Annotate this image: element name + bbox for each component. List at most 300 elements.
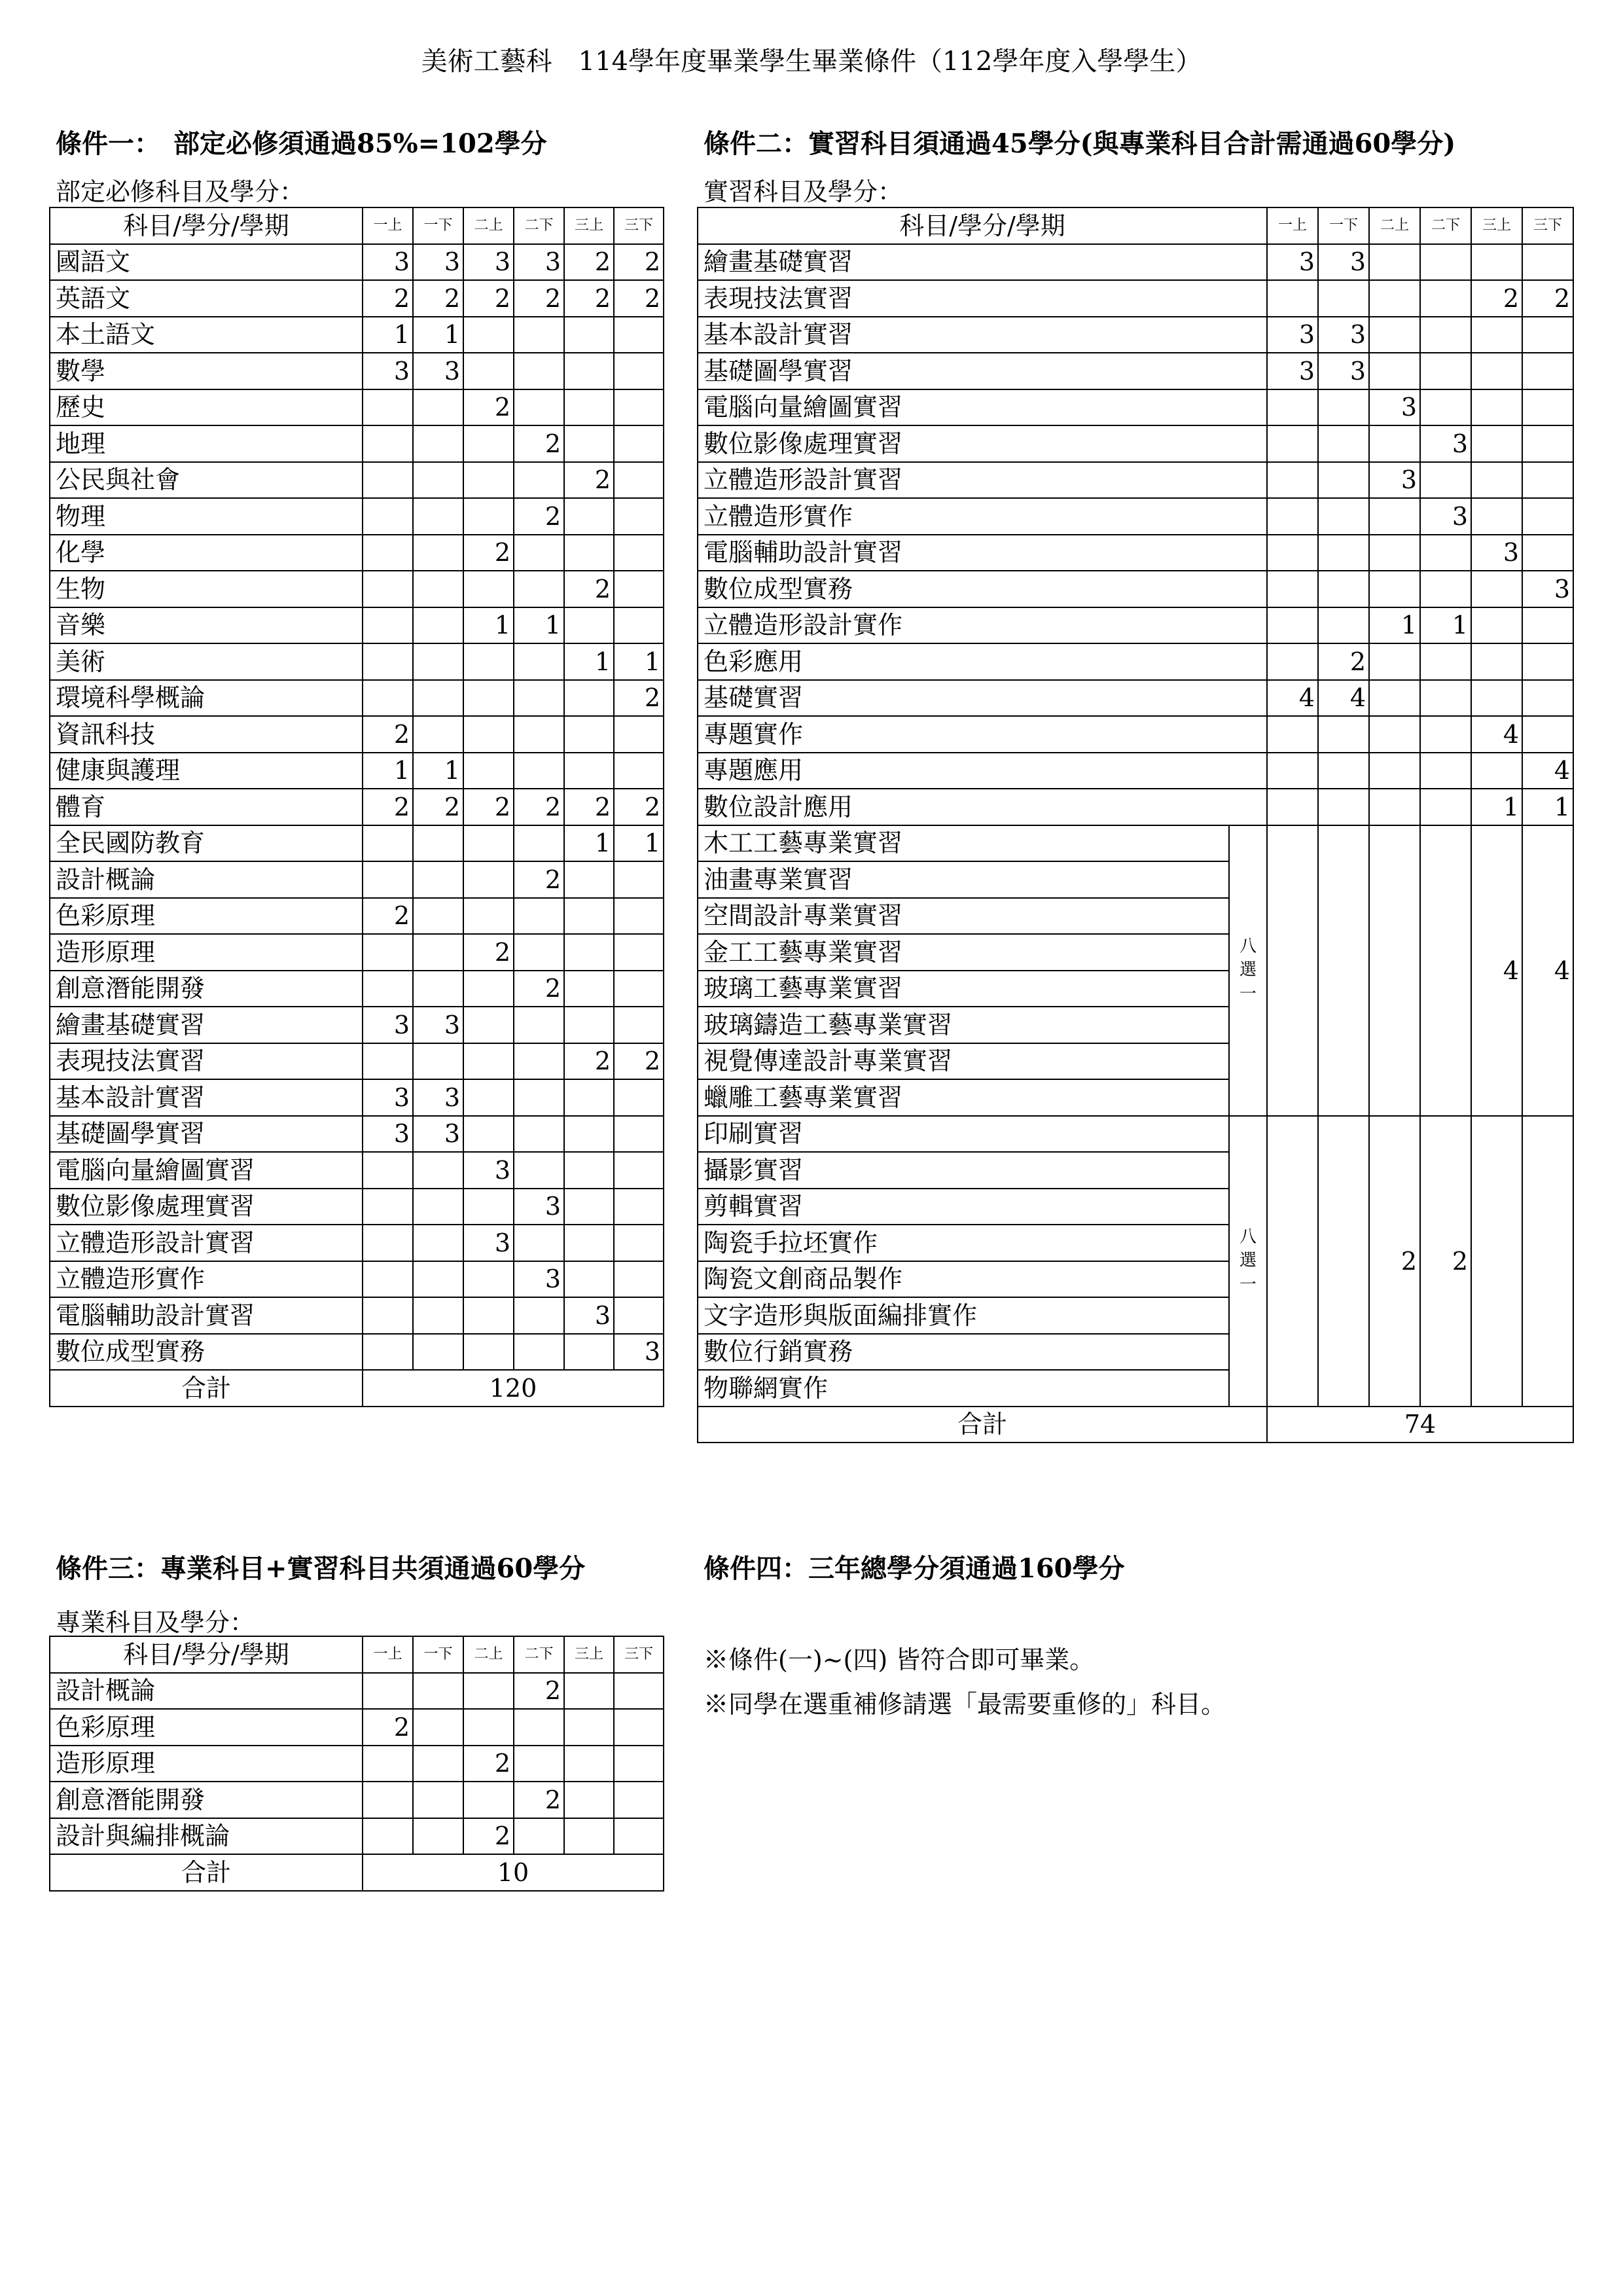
credit-cell: 4	[1522, 753, 1573, 789]
subject-name: 數位設計應用	[698, 789, 1267, 825]
credit-cell	[564, 680, 614, 717]
header-row	[50, 1636, 664, 1673]
subject-name: 英語文	[50, 280, 363, 317]
credit-cell	[1369, 680, 1420, 717]
credit-cell: 2	[564, 280, 614, 317]
header-semester: 二下	[514, 1636, 564, 1673]
credit-cell: 3	[1267, 353, 1318, 389]
subject-name: 數位影像處理實習	[50, 1189, 363, 1225]
credit-cell	[463, 425, 514, 462]
table-row	[50, 1782, 664, 1818]
header-semester: 二上	[463, 207, 514, 244]
credit-cell	[413, 1709, 463, 1746]
total-label: 合計	[50, 1370, 363, 1407]
credit-cell	[614, 1079, 664, 1116]
subject-name: 電腦向量繪圖實習	[50, 1152, 363, 1189]
credit-cell	[463, 971, 514, 1007]
credit-cell	[1522, 607, 1573, 644]
credit-cell: 4	[1318, 680, 1369, 717]
credit-cell	[1420, 571, 1471, 607]
credit-cell: 3	[413, 1007, 463, 1043]
credit-cell: 1	[564, 643, 614, 680]
subject-name: 色彩原理	[50, 1709, 363, 1746]
table-row	[50, 861, 664, 898]
subject-name: 數位成型實務	[698, 571, 1267, 607]
credit-cell	[564, 1746, 614, 1782]
credit-cell	[1471, 643, 1522, 680]
credit-cell: 4	[1471, 825, 1522, 1116]
header-semester: 一上	[363, 1636, 413, 1673]
credit-cell: 3	[363, 1079, 413, 1116]
subject-name: 繪畫基礎實習	[50, 1007, 363, 1043]
credit-cell	[413, 1261, 463, 1298]
condition-2-table	[697, 207, 1574, 1443]
credit-cell	[614, 1746, 664, 1782]
credit-cell	[514, 1818, 564, 1855]
credit-cell	[1318, 389, 1369, 426]
table-row	[50, 1043, 664, 1080]
subject-name: 創意潛能開發	[50, 1782, 363, 1818]
credit-cell	[614, 1782, 664, 1818]
credit-cell	[514, 1043, 564, 1080]
table-row	[698, 680, 1573, 717]
credit-cell: 2	[363, 716, 413, 753]
header-subject-label: 科目/學分/學期	[50, 207, 363, 244]
credit-cell: 2	[564, 244, 614, 281]
table-row	[50, 607, 664, 644]
table-row	[50, 571, 664, 607]
subject-name: 設計概論	[50, 861, 363, 898]
subject-name: 木工工藝專業實習	[698, 825, 1229, 862]
credit-cell: 2	[463, 789, 514, 825]
credit-cell: 3	[1471, 535, 1522, 571]
credit-cell: 2	[363, 1709, 413, 1746]
credit-cell	[463, 716, 514, 753]
credit-cell	[463, 1297, 514, 1334]
credit-cell	[1369, 571, 1420, 607]
credit-cell	[463, 1043, 514, 1080]
subject-name: 音樂	[50, 607, 363, 644]
credit-cell	[463, 680, 514, 717]
credit-cell	[363, 680, 413, 717]
subject-name: 國語文	[50, 244, 363, 281]
credit-cell	[614, 1225, 664, 1261]
credit-cell: 2	[363, 898, 413, 935]
credit-cell	[463, 1782, 514, 1818]
credit-cell	[1318, 425, 1369, 462]
credit-cell	[1267, 716, 1318, 753]
credit-cell	[463, 462, 514, 499]
credit-cell	[1522, 716, 1573, 753]
subject-name: 本土語文	[50, 317, 363, 353]
credit-cell	[1318, 1116, 1369, 1407]
page-title: 美術工藝科 114學年度畢業學生畢業條件（112學年度入學學生）	[421, 46, 1202, 77]
credit-cell	[514, 1297, 564, 1334]
credit-cell: 3	[413, 1116, 463, 1153]
table-row	[50, 1007, 664, 1043]
credit-cell	[514, 1116, 564, 1153]
total-row	[698, 1407, 1573, 1443]
subject-name: 創意潛能開發	[50, 971, 363, 1007]
credit-cell	[514, 462, 564, 499]
credit-cell: 2	[564, 571, 614, 607]
credit-cell	[413, 1043, 463, 1080]
credit-cell	[413, 535, 463, 571]
credit-cell	[1471, 425, 1522, 462]
credit-cell	[564, 1189, 614, 1225]
credit-cell	[363, 1043, 413, 1080]
credit-cell	[1420, 716, 1471, 753]
credit-cell	[1267, 825, 1318, 1116]
header-row	[698, 207, 1573, 244]
credit-cell	[1369, 716, 1420, 753]
credit-cell	[363, 607, 413, 644]
credit-cell	[564, 535, 614, 571]
credit-cell	[1267, 753, 1318, 789]
subject-name: 立體造形實作	[698, 498, 1267, 535]
credit-cell	[413, 1297, 463, 1334]
credit-cell: 3	[413, 244, 463, 281]
credit-cell	[564, 934, 614, 971]
credit-cell	[1369, 789, 1420, 825]
table-row	[698, 753, 1573, 789]
credit-cell	[514, 753, 564, 789]
subject-name: 基本設計實習	[698, 317, 1267, 353]
credit-cell: 3	[463, 1225, 514, 1261]
credit-cell	[1318, 280, 1369, 317]
credit-cell	[564, 1782, 614, 1818]
credit-cell: 1	[1420, 607, 1471, 644]
table-row	[50, 934, 664, 971]
credit-cell: 2	[413, 789, 463, 825]
credit-cell	[564, 971, 614, 1007]
table-row	[698, 825, 1573, 862]
credit-cell	[514, 1007, 564, 1043]
subject-name: 體育	[50, 789, 363, 825]
subject-name: 基礎圖學實習	[50, 1116, 363, 1153]
table-row	[698, 789, 1573, 825]
credit-cell	[1420, 753, 1471, 789]
credit-cell: 2	[614, 680, 664, 717]
credit-cell	[614, 535, 664, 571]
credit-cell	[463, 353, 514, 389]
credit-cell	[1318, 716, 1369, 753]
credit-cell	[463, 861, 514, 898]
header-semester: 三下	[1522, 207, 1573, 244]
credit-cell	[614, 1116, 664, 1153]
table-row	[698, 280, 1573, 317]
subject-name: 蠟雕工藝專業實習	[698, 1079, 1229, 1116]
credit-cell	[1522, 643, 1573, 680]
header-semester: 三上	[1471, 207, 1522, 244]
credit-cell	[413, 1782, 463, 1818]
header-semester: 一下	[413, 1636, 463, 1673]
credit-cell	[614, 934, 664, 971]
credit-cell	[1267, 571, 1318, 607]
credit-cell	[413, 462, 463, 499]
credit-cell: 3	[363, 244, 413, 281]
credit-cell	[564, 317, 614, 353]
total-label: 合計	[698, 1407, 1267, 1443]
condition-2-subheading: 實習科目及學分：	[704, 177, 903, 206]
subject-name: 陶瓷文創商品製作	[698, 1261, 1229, 1298]
credit-cell: 3	[564, 1297, 614, 1334]
table-row	[50, 1261, 664, 1298]
credit-cell	[1522, 244, 1573, 281]
condition-3-table	[49, 1636, 664, 1892]
credit-cell	[363, 971, 413, 1007]
credit-cell: 1	[463, 607, 514, 644]
credit-cell	[463, 1709, 514, 1746]
subject-name: 數位影像處理實習	[698, 425, 1267, 462]
credit-cell	[564, 353, 614, 389]
credit-cell: 2	[514, 1782, 564, 1818]
subject-name: 專題實作	[698, 716, 1267, 753]
credit-cell	[564, 1261, 614, 1298]
table-row	[50, 1189, 664, 1225]
table-row	[50, 643, 664, 680]
credit-cell	[463, 1079, 514, 1116]
credit-cell: 3	[1369, 389, 1420, 426]
credit-cell: 2	[564, 1043, 614, 1080]
credit-cell	[1420, 643, 1471, 680]
credit-cell: 3	[514, 1189, 564, 1225]
credit-cell: 2	[1471, 280, 1522, 317]
credit-cell	[514, 825, 564, 862]
table-row	[50, 389, 664, 426]
credit-cell	[614, 425, 664, 462]
credit-cell	[463, 898, 514, 935]
header-semester: 二下	[514, 207, 564, 244]
credit-cell: 2	[463, 1818, 514, 1855]
credit-cell	[413, 861, 463, 898]
credit-cell: 3	[463, 244, 514, 281]
credit-cell: 2	[514, 861, 564, 898]
subject-name: 立體造形實作	[50, 1261, 363, 1298]
credit-cell	[413, 971, 463, 1007]
credit-cell: 3	[363, 1116, 413, 1153]
subject-name: 文字造形與版面編排實作	[698, 1297, 1229, 1334]
credit-cell	[614, 389, 664, 426]
credit-cell: 2	[463, 535, 514, 571]
elective-group-label: 八 選 一	[1229, 1116, 1267, 1407]
credit-cell	[1420, 680, 1471, 717]
credit-cell: 2	[614, 280, 664, 317]
credit-cell	[614, 498, 664, 535]
table-row	[698, 425, 1573, 462]
table-row	[50, 971, 664, 1007]
credit-cell	[1522, 462, 1573, 499]
table-row	[698, 716, 1573, 753]
table-row	[50, 1818, 664, 1855]
table-row	[50, 1079, 664, 1116]
credit-cell	[614, 1261, 664, 1298]
credit-cell	[1522, 1116, 1573, 1407]
credit-cell	[564, 716, 614, 753]
credit-cell	[1420, 317, 1471, 353]
credit-cell	[413, 498, 463, 535]
credit-cell	[1318, 571, 1369, 607]
credit-cell: 3	[463, 1152, 514, 1189]
credit-cell	[413, 1818, 463, 1855]
subject-name: 電腦輔助設計實習	[698, 535, 1267, 571]
credit-cell	[1471, 680, 1522, 717]
header-semester: 三下	[614, 1636, 664, 1673]
credit-cell	[363, 861, 413, 898]
credit-cell	[614, 607, 664, 644]
subject-name: 電腦向量繪圖實習	[698, 389, 1267, 426]
table-row	[50, 353, 664, 389]
subject-name: 表現技法實習	[50, 1043, 363, 1080]
credit-cell	[1369, 535, 1420, 571]
credit-cell	[1318, 462, 1369, 499]
credit-cell	[1471, 1116, 1522, 1407]
credit-cell	[514, 716, 564, 753]
credit-cell: 2	[514, 498, 564, 535]
credit-cell	[363, 1189, 413, 1225]
credit-cell: 3	[514, 244, 564, 281]
credit-cell	[564, 607, 614, 644]
subject-name: 攝影實習	[698, 1152, 1229, 1189]
credit-cell	[1318, 535, 1369, 571]
credit-cell	[1471, 462, 1522, 499]
credit-cell: 3	[1420, 498, 1471, 535]
credit-cell	[363, 535, 413, 571]
subject-name: 造形原理	[50, 1746, 363, 1782]
credit-cell	[1471, 244, 1522, 281]
header-row	[50, 207, 664, 244]
credit-cell	[1522, 680, 1573, 717]
subject-name: 電腦輔助設計實習	[50, 1297, 363, 1334]
credit-cell	[514, 643, 564, 680]
credit-cell: 3	[413, 353, 463, 389]
credit-cell	[363, 389, 413, 426]
credit-cell	[514, 1152, 564, 1189]
credit-cell	[564, 1709, 614, 1746]
credit-cell	[363, 1782, 413, 1818]
credit-cell: 1	[1369, 607, 1420, 644]
table-row	[50, 898, 664, 935]
credit-cell: 3	[1420, 425, 1471, 462]
credit-cell	[614, 571, 664, 607]
credit-cell	[514, 317, 564, 353]
credit-cell	[1522, 425, 1573, 462]
credit-cell	[413, 389, 463, 426]
credit-cell: 1	[1522, 789, 1573, 825]
credit-cell: 1	[1471, 789, 1522, 825]
credit-cell	[1522, 498, 1573, 535]
credit-cell: 2	[514, 425, 564, 462]
credit-cell: 2	[614, 789, 664, 825]
credit-cell	[363, 1673, 413, 1710]
credit-cell	[1420, 535, 1471, 571]
subject-name: 數位成型實務	[50, 1334, 363, 1371]
header-semester: 三上	[564, 207, 614, 244]
credit-cell: 2	[463, 1746, 514, 1782]
credit-cell	[514, 1225, 564, 1261]
subject-name: 陶瓷手拉坯實作	[698, 1225, 1229, 1261]
credit-cell: 2	[463, 389, 514, 426]
subject-name: 美術	[50, 643, 363, 680]
credit-cell	[463, 1334, 514, 1371]
credit-cell	[363, 1334, 413, 1371]
credit-cell	[1267, 789, 1318, 825]
credit-cell	[413, 1189, 463, 1225]
credit-cell	[514, 353, 564, 389]
subject-name: 歷史	[50, 389, 363, 426]
table-row	[50, 1225, 664, 1261]
credit-cell	[363, 1746, 413, 1782]
credit-cell	[514, 934, 564, 971]
credit-cell: 2	[363, 280, 413, 317]
credit-cell	[1318, 753, 1369, 789]
credit-cell	[1471, 571, 1522, 607]
credit-cell	[1369, 317, 1420, 353]
credit-cell	[1267, 280, 1318, 317]
credit-cell	[514, 535, 564, 571]
credit-cell	[413, 825, 463, 862]
total-value: 10	[363, 1854, 664, 1891]
credit-cell	[1420, 280, 1471, 317]
credit-cell: 2	[463, 280, 514, 317]
total-label: 合計	[50, 1854, 363, 1891]
credit-cell: 3	[413, 1079, 463, 1116]
credit-cell: 1	[363, 317, 413, 353]
notes	[704, 1638, 1226, 1727]
credit-cell	[363, 1225, 413, 1261]
credit-cell	[1471, 498, 1522, 535]
credit-cell	[413, 607, 463, 644]
table-row	[50, 716, 664, 753]
credit-cell	[1522, 317, 1573, 353]
subject-name: 物聯網實作	[698, 1370, 1229, 1407]
credit-cell	[363, 1261, 413, 1298]
credit-cell	[564, 1116, 614, 1153]
credit-cell: 1	[614, 825, 664, 862]
table-row	[50, 753, 664, 789]
subject-name: 造形原理	[50, 934, 363, 971]
credit-cell	[363, 643, 413, 680]
credit-cell	[514, 898, 564, 935]
credit-cell	[413, 1334, 463, 1371]
subject-name: 公民與社會	[50, 462, 363, 499]
credit-cell: 3	[1267, 317, 1318, 353]
credit-cell	[413, 934, 463, 971]
credit-cell	[1369, 425, 1420, 462]
credit-cell	[1369, 643, 1420, 680]
condition-1-subheading: 部定必修科目及學分：	[56, 177, 305, 206]
table-row	[698, 462, 1573, 499]
table-row	[50, 1709, 664, 1746]
table-row	[50, 498, 664, 535]
credit-cell	[363, 1818, 413, 1855]
note-2: ※同學在選重補修請選「最需要重修的」科目。	[704, 1690, 1226, 1719]
credit-cell	[1369, 280, 1420, 317]
credit-cell	[413, 425, 463, 462]
credit-cell	[514, 389, 564, 426]
credit-cell: 3	[514, 1261, 564, 1298]
credit-cell	[1471, 389, 1522, 426]
subject-name: 設計概論	[50, 1673, 363, 1710]
credit-cell	[1471, 607, 1522, 644]
credit-cell	[614, 1189, 664, 1225]
credit-cell: 2	[514, 280, 564, 317]
subject-name: 數位行銷實務	[698, 1334, 1229, 1371]
credit-cell	[564, 861, 614, 898]
credit-cell	[1318, 607, 1369, 644]
credit-cell	[1267, 498, 1318, 535]
table-row	[698, 643, 1573, 680]
